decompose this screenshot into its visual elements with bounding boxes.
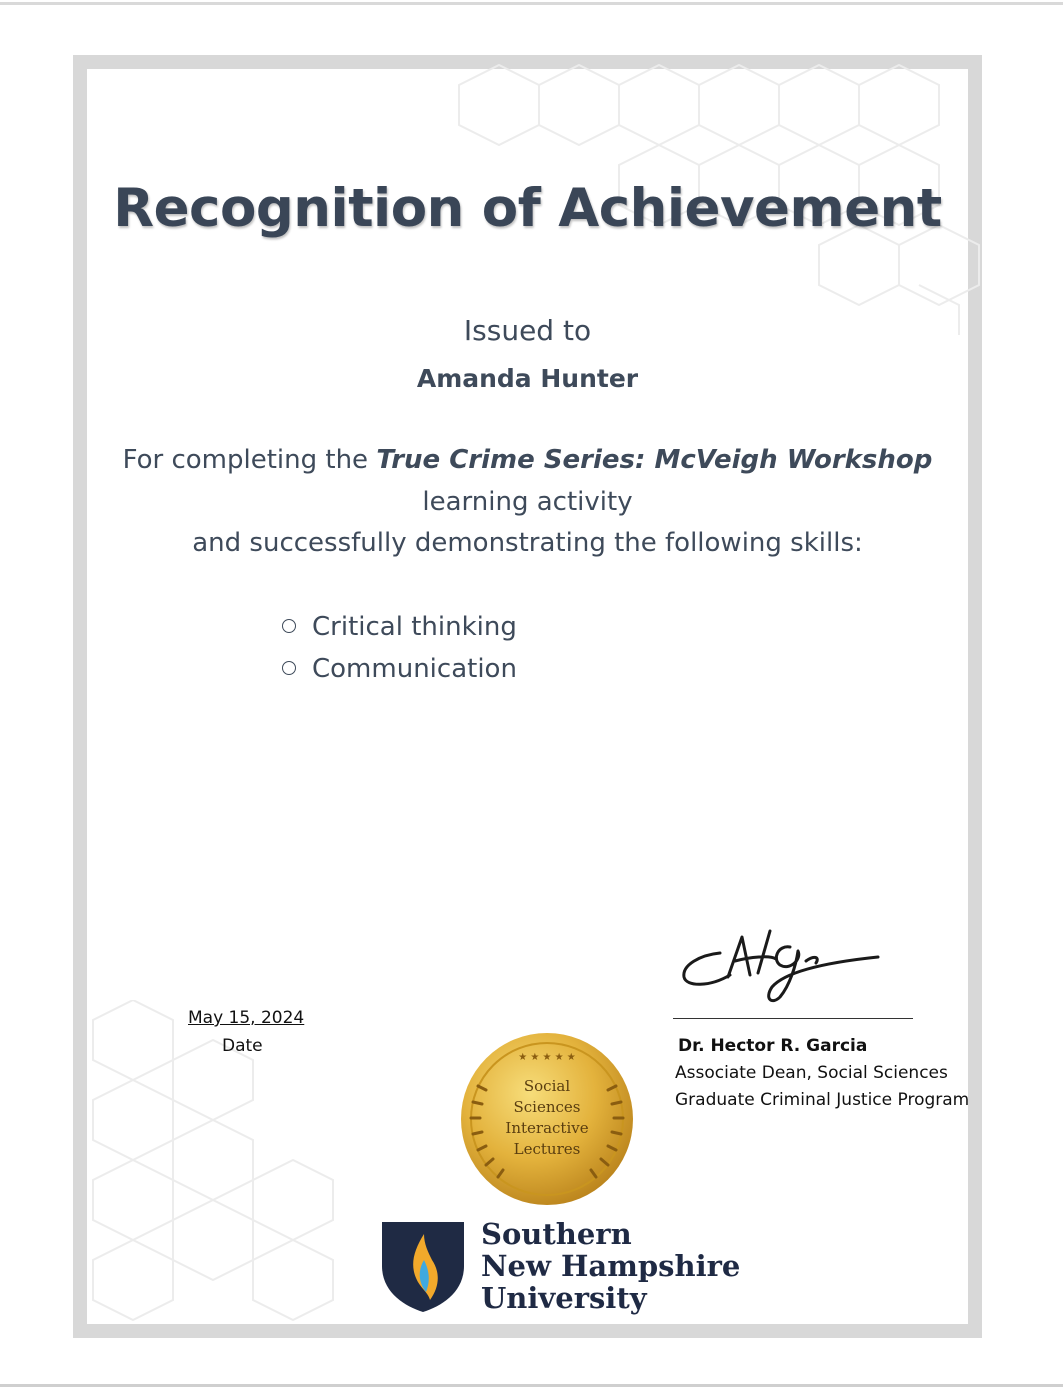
- skill-item: [282, 610, 517, 652]
- geometric-pattern-bottom-left: [73, 1000, 363, 1338]
- circle-bullet-icon: [282, 661, 296, 675]
- wordmark-line: Southern: [481, 1217, 632, 1251]
- issued-to-label: Issued to: [463, 314, 592, 347]
- skill-item: [282, 652, 517, 694]
- recipient-name: Amanda Hunter: [416, 364, 639, 393]
- course-name: True Crime Series: McVeigh Workshop: [376, 445, 933, 475]
- signer-title: Associate Dean, Social Sciences: [675, 1063, 948, 1083]
- seal-line: Social: [523, 1077, 571, 1095]
- skill-label: Communication: [312, 654, 517, 684]
- signer-name: Dr. Hector R. Garcia: [678, 1036, 868, 1056]
- completion-prefix: For completing the: [122, 445, 377, 475]
- university-shield-icon: [380, 1220, 466, 1314]
- skills-list: [282, 610, 517, 694]
- gold-seal-badge: [458, 1030, 636, 1208]
- seal-line: Interactive: [505, 1119, 589, 1137]
- wordmark-line: New Hampshire: [481, 1249, 741, 1283]
- svg-text:★ ★ ★ ★ ★: ★ ★ ★ ★ ★: [518, 1052, 576, 1063]
- completion-line: [73, 445, 982, 475]
- university-wordmark: [481, 1218, 740, 1314]
- certificate-title: Recognition of Achievement: [113, 178, 942, 239]
- date-label: Date: [222, 1036, 263, 1056]
- signature-line: [673, 1018, 913, 1019]
- issue-date: May 15, 2024: [188, 1008, 305, 1028]
- signature-image: [680, 925, 885, 1010]
- circle-bullet-icon: [282, 619, 296, 633]
- skill-label: Critical thinking: [312, 612, 517, 642]
- page-top-edge: [0, 2, 1063, 5]
- wordmark-line: University: [481, 1281, 647, 1315]
- activity-line: learning activity: [422, 487, 633, 517]
- seal-line: Sciences: [513, 1098, 581, 1116]
- skills-intro: and successfully demonstrating the following skills:: [192, 528, 863, 558]
- signer-program: Graduate Criminal Justice Program: [675, 1090, 970, 1110]
- seal-line: Lectures: [513, 1140, 581, 1158]
- page-bottom-edge: [0, 1384, 1063, 1387]
